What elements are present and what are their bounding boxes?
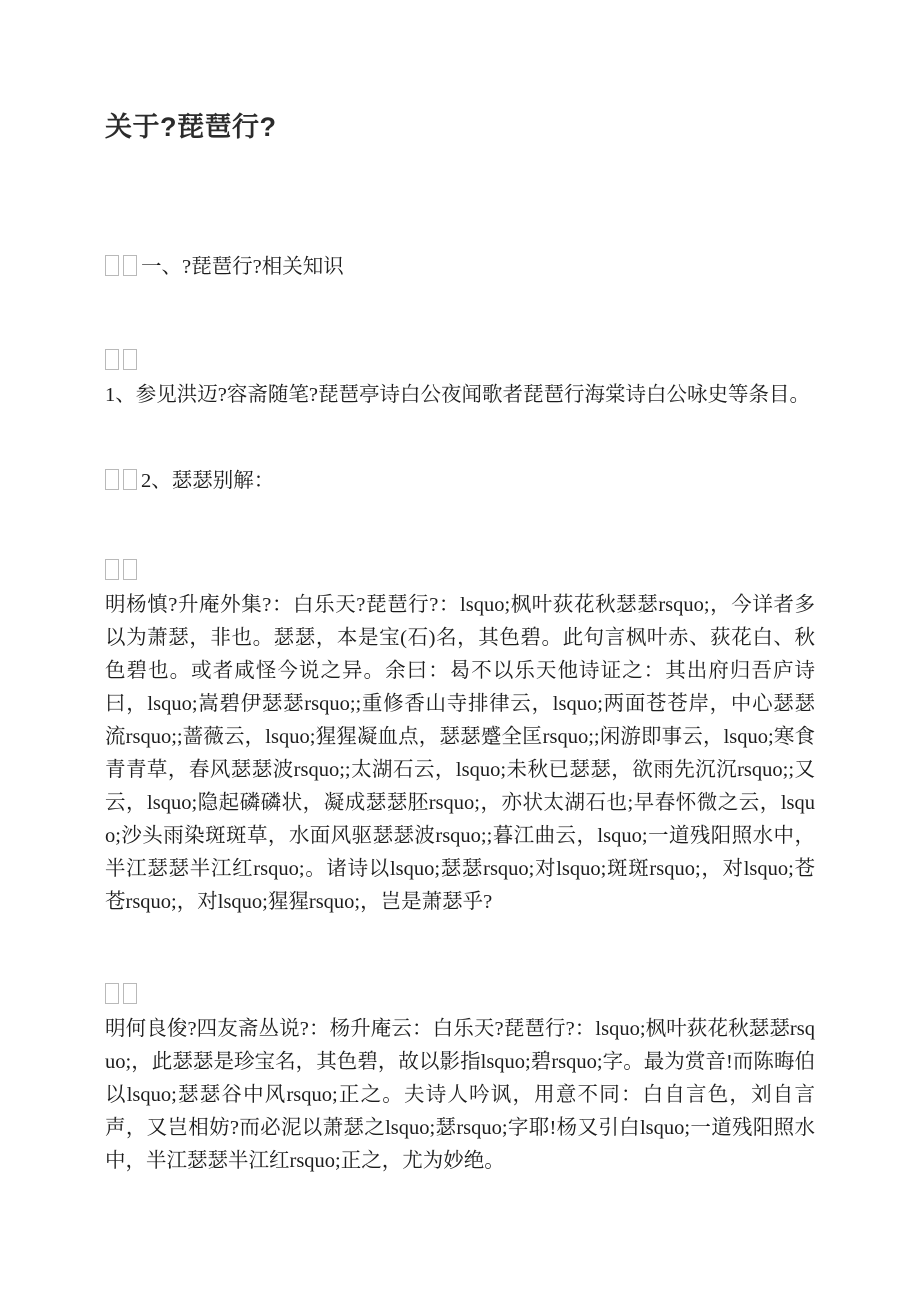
spacer-item2	[105, 498, 815, 556]
tofu-box-icon	[123, 469, 137, 490]
spacer-title	[105, 145, 815, 251]
quote-he-liangjun-text: 明何良俊?四友斋丛说?：杨升庵云：白乐天?琵琶行?：lsquo;枫叶荻花秋瑟瑟rsquo;，此瑟瑟是珍宝名，其色碧，故以影指lsquo;碧rsquo;字。最为赏音!而陈晦伯以lsquo;瑟瑟谷中风rsquo;正之。夫诗人吟讽，用意不同：白自言色，刘自言声，又岂相妨?而必泥以萧瑟之lsquo;瑟rsquo;字耶!杨又引白lsquo;一道残阳照水中，半江瑟瑟半江红rsquo;正之，尤为妙绝。	[105, 1018, 815, 1173]
tofu-box-icon	[105, 559, 119, 580]
tofu-box-icon	[105, 255, 119, 276]
tofu-box-icon	[123, 349, 137, 370]
quote-yang-shen-text: 明杨慎?升庵外集?：白乐天?琵琶行?：lsquo;枫叶荻花秋瑟瑟rsquo;，今详者多以为萧瑟，非也。瑟瑟，本是宝(石)名，其色碧。此句言枫叶赤、荻花白、秋色碧也。或者咸怪今说之异。余曰：曷不以乐天他诗证之：其出府归吾庐诗曰，lsquo;嵩碧伊瑟瑟rsquo;;重修香山寺排律云，lsquo;两面苍苍岸，中心瑟瑟流rsquo;;蔷薇云，lsquo;猩猩凝血点，瑟瑟蹙全匡rsquo;;闲游即事云，lsquo;寒食青青草，春风瑟瑟波rsquo;;太湖石云，lsquo;未秋已瑟瑟，欲雨先沉沉rsquo;;又云，lsquo;隐起磷磷状，凝成瑟瑟胚rsquo;，亦状太湖石也;早春怀微之云，lsquo;沙头雨染斑斑草，水面风驱瑟瑟波rsquo;;暮江曲云，lsquo;一道残阳照水中，半江瑟瑟半江红rsquo;。诸诗以lsquo;瑟瑟rsquo;对lsquo;斑斑rsquo;，对lsquo;苍苍rsquo;，对lsquo;猩猩rsquo;，岂是萧瑟乎?	[105, 594, 815, 914]
section-heading-one	[105, 251, 815, 284]
tofu-indent-line	[105, 980, 815, 1013]
tofu-box-icon	[105, 469, 119, 490]
quote-block-he-liangjun	[105, 980, 815, 1178]
spacer-heading	[105, 284, 815, 346]
list-item-2	[105, 465, 815, 498]
tofu-indent-line	[105, 556, 815, 589]
page-title: 关于?琵琶行?	[105, 112, 277, 142]
tofu-box-icon	[105, 983, 119, 1004]
list-item-2-text: 2、瑟瑟别解：	[141, 470, 275, 493]
section-heading-one-text: 一、?琵琶行?相关知识	[141, 256, 344, 279]
quote-block-yang-shen	[105, 556, 815, 919]
spacer-quote1	[105, 919, 815, 980]
tofu-box-icon	[105, 349, 119, 370]
list-item-1-text: 1、参见洪迈?容斋随笔?琵琶亭诗白公夜闻歌者琵琶行海棠诗白公咏史等条目。	[105, 384, 810, 407]
list-item-1	[105, 346, 815, 412]
tofu-box-icon	[123, 559, 137, 580]
tofu-indent-line	[105, 346, 815, 379]
spacer-item1	[105, 412, 815, 465]
tofu-box-icon	[123, 983, 137, 1004]
tofu-box-icon	[123, 255, 137, 276]
